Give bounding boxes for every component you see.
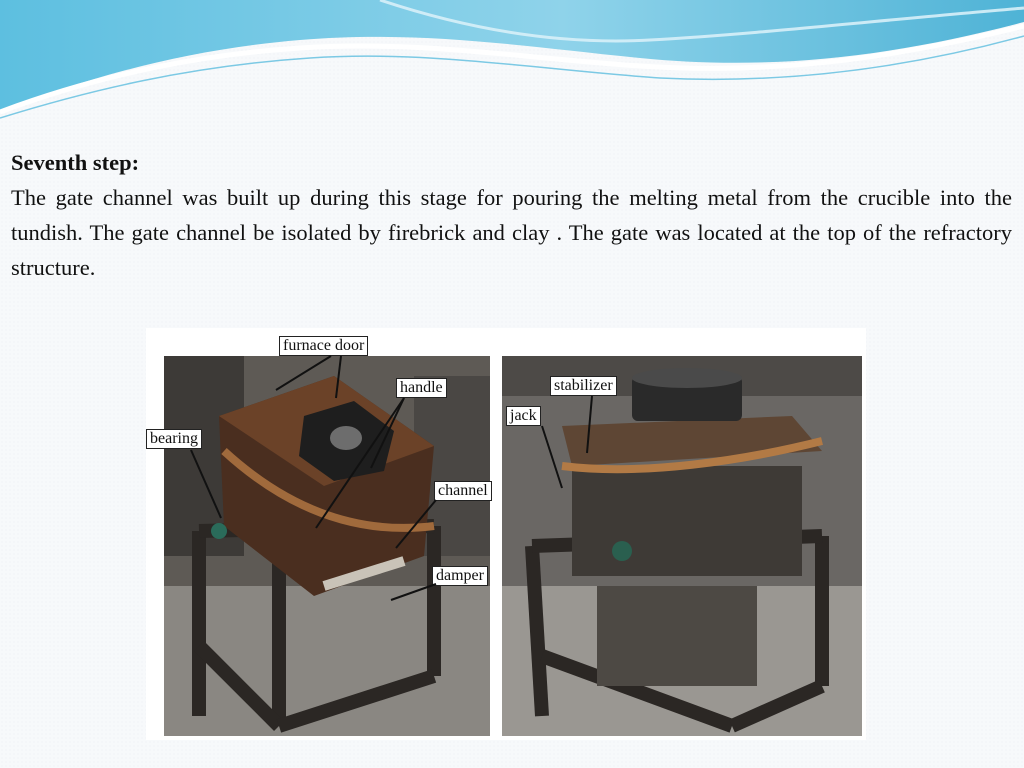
- right-callout-lines: [502, 328, 862, 740]
- furnace-figure: [146, 328, 866, 740]
- step-description: The gate channel was built up during this stage for pouring the melting metal from the crucible into the tundish. The gate channel be isolated by firebrick and clay . The gate was located at the top of the refractory structure.: [11, 185, 1012, 280]
- label-stabilizer: stabilizer: [550, 376, 617, 396]
- slide-text: [11, 145, 1012, 285]
- label-damper: damper: [432, 566, 488, 586]
- left-callout-lines: [146, 328, 506, 740]
- label-furnace-door: furnace door: [279, 336, 368, 356]
- label-handle: handle: [396, 378, 447, 398]
- header-wave-decoration: [0, 0, 1024, 120]
- step-heading: Seventh step:: [11, 150, 140, 175]
- label-channel: channel: [434, 481, 492, 501]
- label-jack: jack: [506, 406, 541, 426]
- label-bearing: bearing: [146, 429, 202, 449]
